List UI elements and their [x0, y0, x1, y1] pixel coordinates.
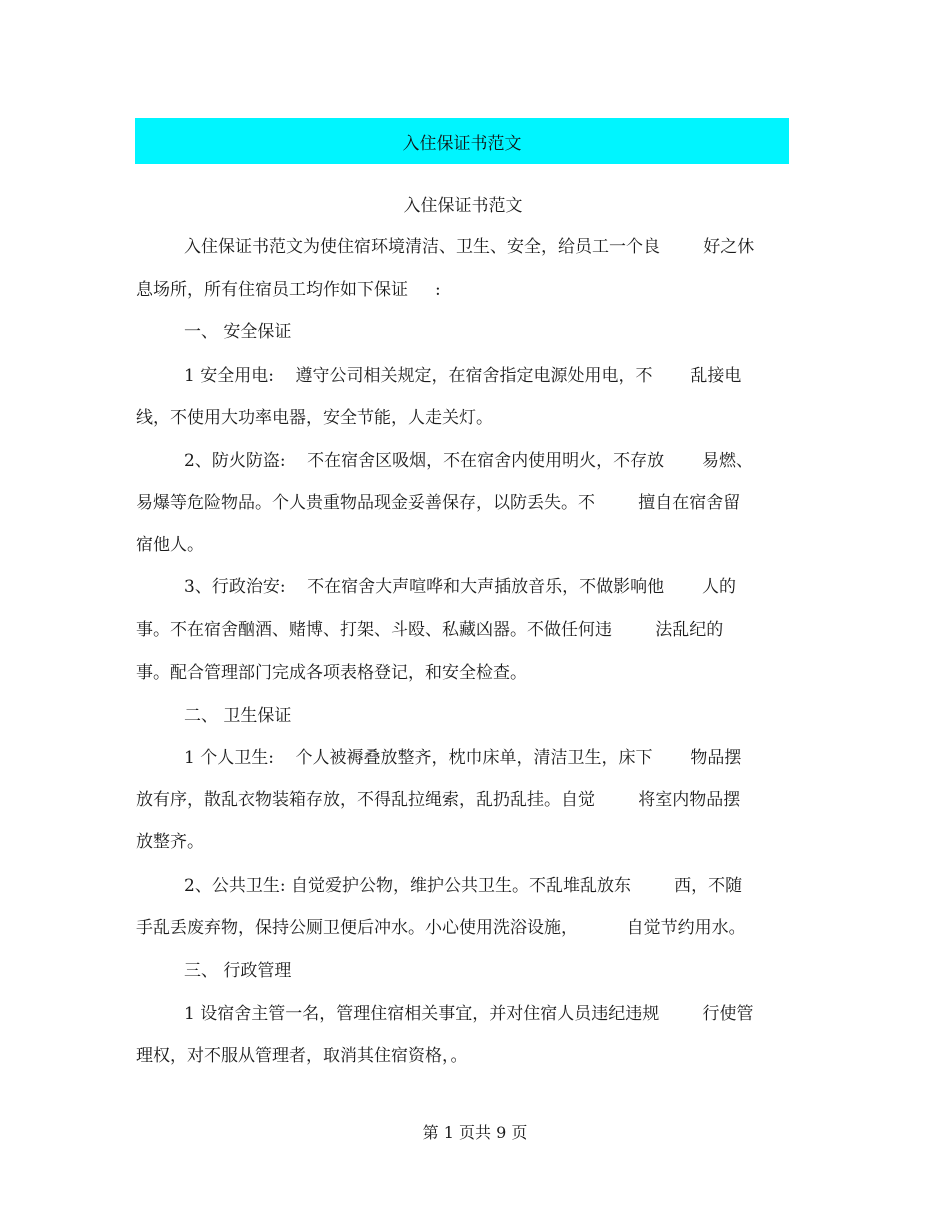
paragraph-line: 1 安全用电: 遵守公司相关规定，在宿舍指定电源处用电，不 乱接电: [184, 366, 742, 386]
paragraph-line: 理权，对不服从管理者，取消其住宿资格，。: [136, 1046, 468, 1066]
paragraph-line: 事。不在宿舍酗酒、赌博、打架、斗殴、私藏凶器。不做任何违 法乱纪的: [136, 620, 724, 640]
section-heading-admin: 三、 行政管理: [184, 961, 292, 981]
paragraph-line: 1 个人卫生: 个人被褥叠放整齐，枕巾床单，清洁卫生，床下 物品摆: [184, 748, 742, 768]
paragraph-line: 1 设宿舍主管一名，管理住宿相关事宜，并对住宿人员违纪违规 行使管: [184, 1004, 754, 1024]
paragraph-line: 放有序，散乱衣物装箱存放，不得乱拉绳索，乱扔乱挂。自觉 将室内物品摆: [136, 790, 741, 810]
paragraph-line: 手乱丢废弃物，保持公厕卫便后冲水。小心使用洗浴设施， 自觉节约用水。: [136, 918, 746, 938]
section-heading-hygiene: 二、 卫生保证: [184, 706, 292, 726]
page-footer: 第 1 页共 9 页: [422, 1123, 528, 1142]
paragraph-line: 2、防火防盗: 不在宿舍区吸烟，不在宿舍内使用明火，不存放 易燃、: [184, 451, 753, 471]
paragraph-line: 放整齐。: [136, 832, 204, 852]
document-title: 入住保证书范文: [403, 196, 523, 216]
section-heading-safety: 一、 安全保证: [184, 322, 292, 342]
paragraph-line: 2、公共卫生: 自觉爱护公物，维护公共卫生。不乱堆乱放东 西，不随: [184, 876, 743, 896]
intro-line-1: 入住保证书范文为使住宿环境清洁、卫生、安全，给员工一个良 好之休: [184, 237, 755, 257]
paragraph-line: 宿他人。: [136, 535, 204, 555]
paragraph-line: 3、行政治安: 不在宿舍大声喧哗和大声插放音乐，不做影响他 人的: [184, 577, 736, 597]
paragraph-line: 事。配合管理部门完成各项表格登记，和安全检查。: [136, 663, 527, 683]
banner-title: 入住保证书范文: [135, 118, 789, 164]
paragraph-line: 线，不使用大功率电器，安全节能，人走关灯。: [136, 408, 493, 428]
intro-line-2: 息场所，所有住宿员工均作如下保证 :: [136, 280, 441, 300]
paragraph-line: 易爆等危险物品。个人贵重物品现金妥善保存，以防丢失。不 擅自在宿舍留: [136, 493, 741, 513]
